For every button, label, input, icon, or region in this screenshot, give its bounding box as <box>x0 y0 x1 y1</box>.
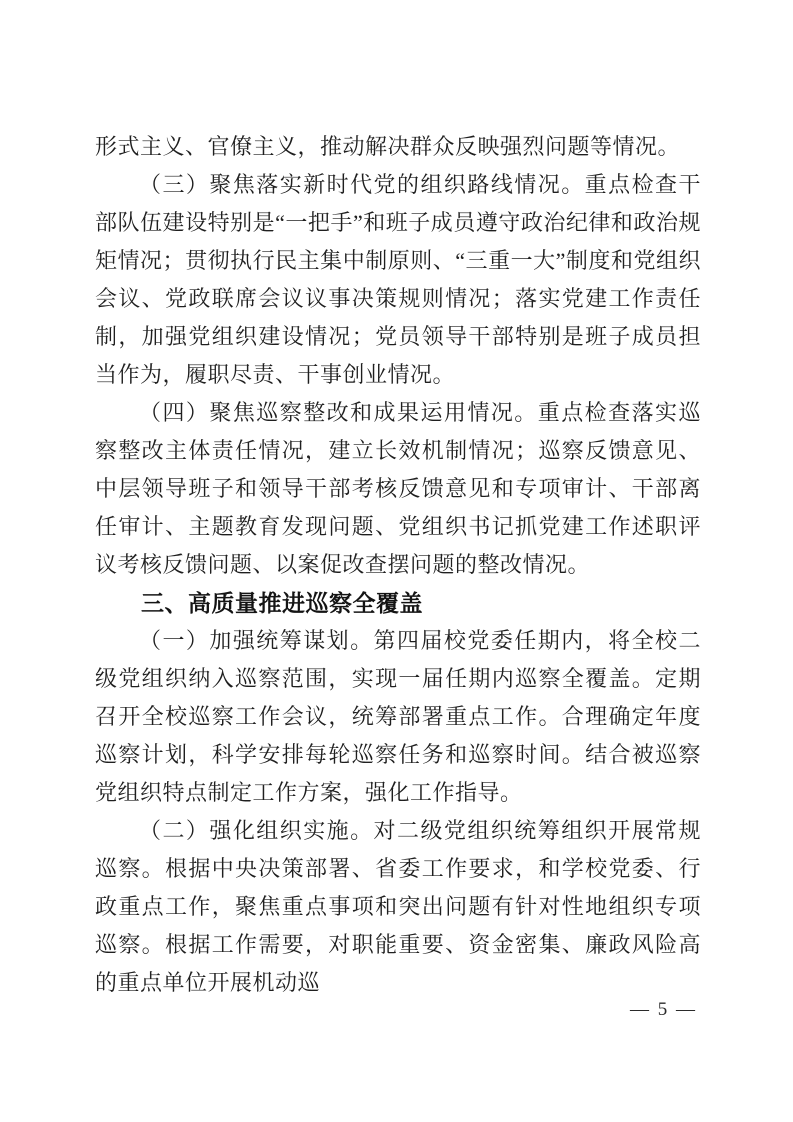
section-heading-three: 三、高质量推进巡察全覆盖 <box>141 590 423 616</box>
document-body <box>95 128 701 1002</box>
paragraph-section-3: （三）聚焦落实新时代党的组织路线情况。重点检查干部队伍建设特别是“一把手”和班子成员遵守政治纪律和政治规矩情况；贯彻执行民主集中制原则、“三重一大”制度和党组织会议、党政联席会议议事决策规则情况；落实党建工作责任制，加强党组织建设情况；党员领导干部特别是班子成员担当作为，履职尽责、干事创业情况。 <box>95 172 701 387</box>
page-number: — 5 — <box>630 999 697 1020</box>
paragraph-subsection-2: （二）强化组织实施。对二级党组织统筹组织开展常规巡察。根据中央决策部署、省委工作要求，和学校党委、行政重点工作，聚焦重点事项和突出问题有针对性地组织专项巡察。根据工作需要，对职能重要、资金密集、廉政风险高的重点单位开展机动巡 <box>95 818 701 995</box>
paragraph-section-4: （四）聚焦巡察整改和成果运用情况。重点检查落实巡察整改主体责任情况，建立长效机制情况；巡察反馈意见、中层领导班子和领导干部考核反馈意见和专项审计、干部离任审计、主题教育发现问题、党组织书记抓党建工作述职评议考核反馈问题、以案促改查摆问题的整改情况。 <box>95 400 701 577</box>
paragraph-subsection-1: （一）加强统筹谋划。第四届校党委任期内，将全校二级党组织纳入巡察范围，实现一届任期内巡察全覆盖。定期召开全校巡察工作会议，统筹部署重点工作。合理确定年度巡察计划，科学安排每轮巡察任务和巡察时间。结合被巡察党组织特点制定工作方案，强化工作指导。 <box>95 628 701 805</box>
paragraph-continuation: 形式主义、官僚主义，推动解决群众反映强烈问题等情况。 <box>95 134 681 159</box>
